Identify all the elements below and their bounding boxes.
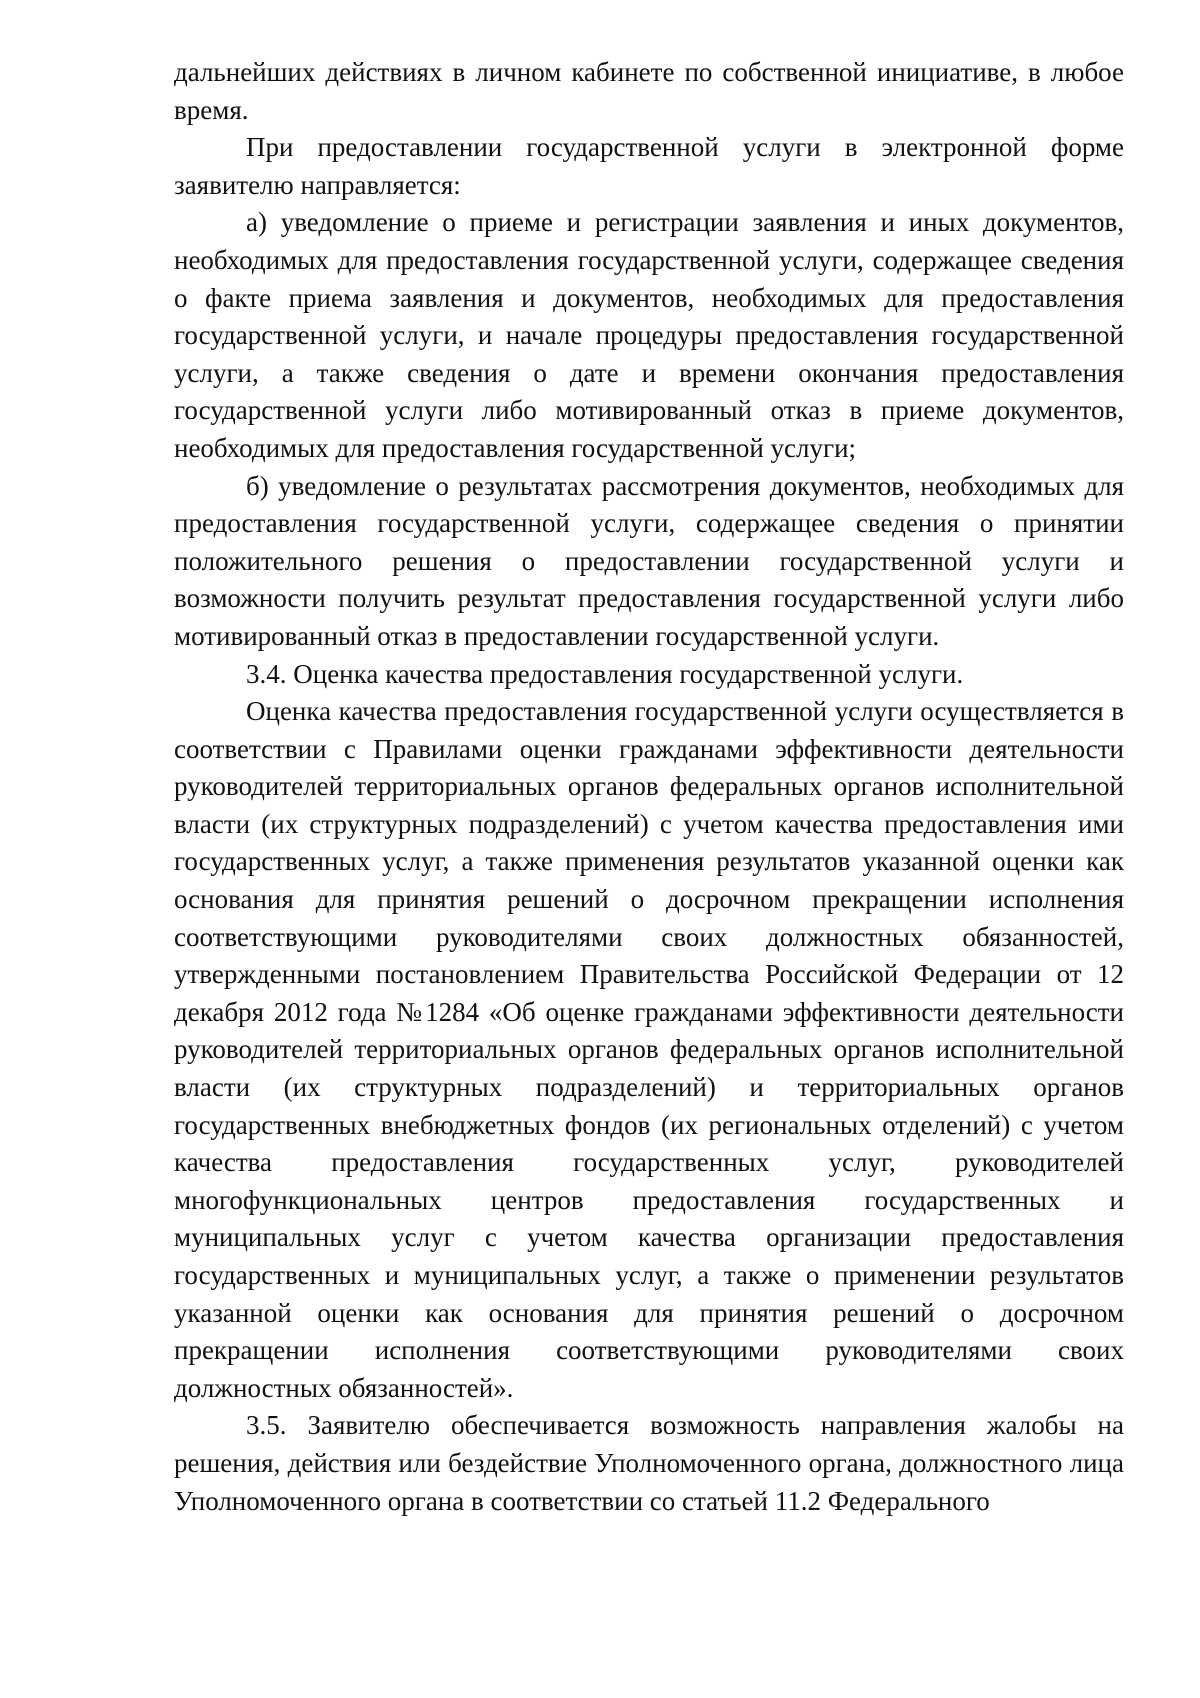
paragraph-electronic-form: При предоставлении государственной услуги в электронной форме заявителю направляется: xyxy=(174,132,1124,200)
paragraph-item-b: б) уведомление о результатах рассмотрения документов, необходимых для предоставления государственной услуги, содержащее сведения о принятии положительного решения о предоставлении государственной услуги и возможности получить результат предоставления государственной услуги либо мотивированный отказ в предоставлении государственной услуги. xyxy=(174,470,1124,651)
paragraph-continuation: дальнейших действиях в личном кабинете по собственной инициативе, в любое время. xyxy=(174,57,1124,125)
section-paragraph-3-5: 3.5. Заявителю обеспечивается возможность направления жалобы на решения, действия или бездействие Уполномоченного органа, должностного лица Уполномоченного органа в соответствии со статьей 11.2 Федерального xyxy=(174,1410,1124,1516)
paragraph-quality-assessment: Оценка качества предоставления государственной услуги осуществляется в соответствии с Правилами оценки гражданами эффективности деятельности руководителей территориальных органов федеральных органов исполнительной власти (их структурных подразделений) с учетом качества предоставления ими государственных услуг, а также применения результатов указанной оценки как основания для принятия решений о досрочном прекращении исполнения соответствующими руководителями своих должностных обязанностей, утвержденными постановлением Правительства Российской Федерации от 12 декабря 2012 года №1284 «Об оценке гражданами эффективности деятельности руководителей территориальных органов федеральных органов исполнительной власти (их структурных подразделений) и территориальных органов государственных внебюджетных фондов (их региональных отделений) с учетом качества предоставления государственных услуг, руководителей многофункциональных центров предоставления государственных и муниципальных услуг с учетом качества организации предоставления государственных и муниципальных услуг, а также о применении результатов указанной оценки как основания для принятия решений о досрочном прекращении исполнения соответствующими руководителями своих должностных обязанностей». xyxy=(174,696,1124,1403)
paragraph-item-a: а) уведомление о приеме и регистрации заявления и иных документов, необходимых для предоставления государственной услуги, содержащее сведения о факте приема заявления и документов, необходимых для предоставления государственной услуги, и начале процедуры предоставления государственной услуги, а также сведения о дате и времени окончания предоставления государственной услуги либо мотивированный отказ в приеме документов, необходимых для предоставления государственной услуги; xyxy=(174,207,1124,463)
document-body xyxy=(174,54,1124,1520)
section-heading-3-4: 3.4. Оценка качества предоставления государственной услуги. xyxy=(246,658,964,689)
